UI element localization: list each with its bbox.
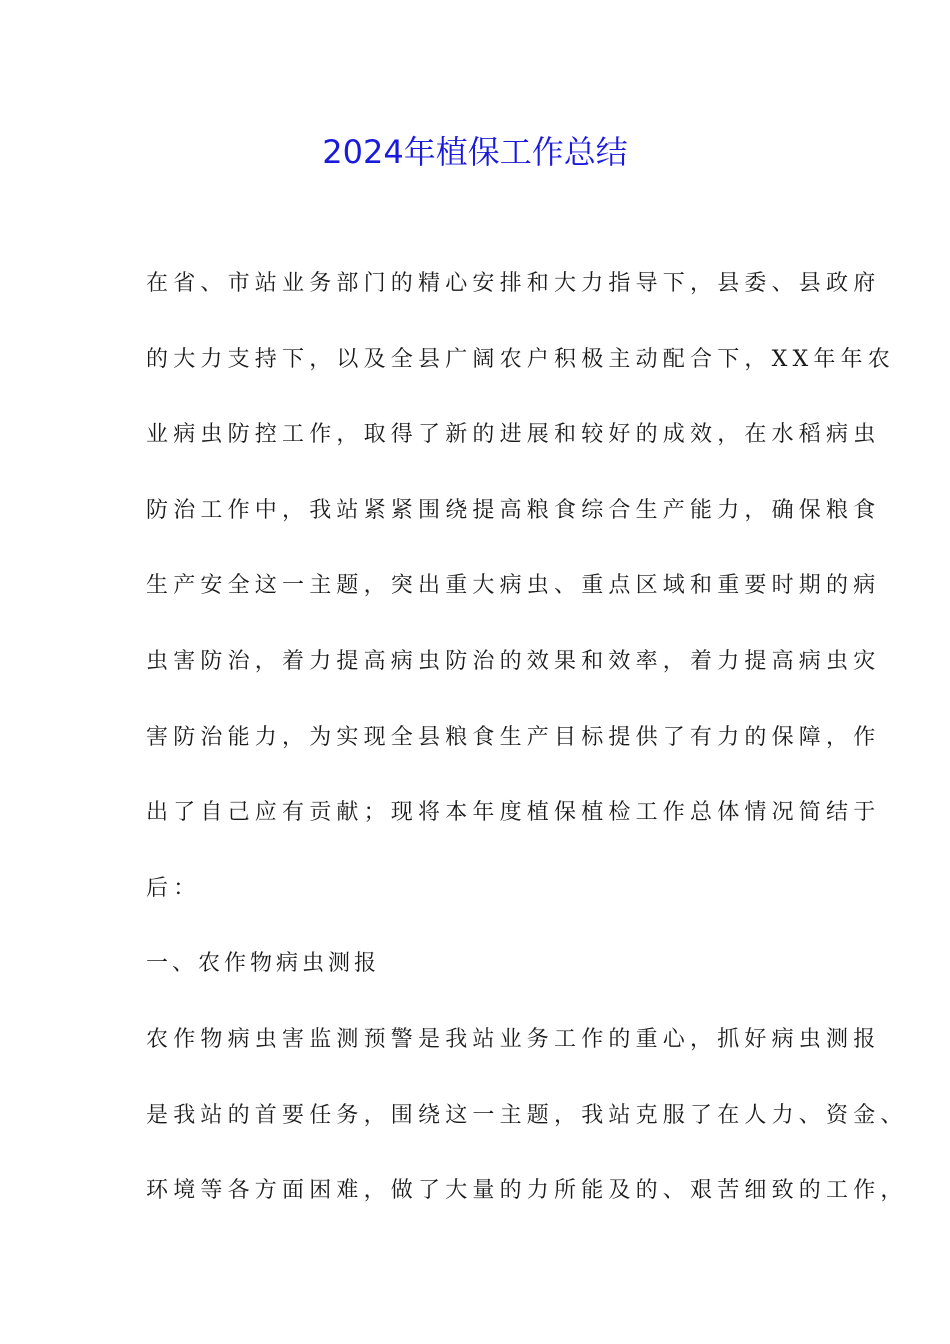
paragraph-line: 生产安全这一主题，突出重大病虫、重点区域和重要时期的病 <box>146 573 881 599</box>
paragraph-line: 虫害防治，着力提高病虫防治的效果和效率，着力提高病虫灾 <box>146 648 881 674</box>
paragraph-line: 害防治能力，为实现全县粮食生产目标提供了有力的保障，作 <box>146 724 881 750</box>
section-heading: 一、农作物病虫测报 <box>146 951 381 977</box>
paragraph-line: 后： <box>146 875 201 901</box>
paragraph-line: 农作物病虫害监测预警是我站业务工作的重心，抓好病虫测报 <box>146 1026 881 1052</box>
paragraph-line: 在省、市站业务部门的精心安排和大力指导下，县委、县政府 <box>146 271 881 296</box>
paragraph-line: 业病虫防控工作，取得了新的进展和较好的成效，在水稻病虫 <box>146 422 881 448</box>
document-body <box>146 264 908 1247</box>
paragraph-line: 是我站的首要任务，围绕这一主题，我站克服了在人力、资金、 <box>146 1102 908 1128</box>
paragraph-line: 的大力支持下，以及全县广阔农户积极主动配合下，XX年年农 <box>146 346 895 372</box>
paragraph-line: 出了自己应有贡献；现将本年度植保植检工作总体情况简结于 <box>146 800 881 826</box>
paragraph-line: 防治工作中，我站紧紧围绕提高粮食综合生产能力，确保粮食 <box>146 497 881 523</box>
document-title: 2024年植保工作总结 <box>322 133 628 171</box>
paragraph-line: 环境等各方面困难，做了大量的力所能及的、艰苦细致的工作， <box>146 1178 908 1204</box>
